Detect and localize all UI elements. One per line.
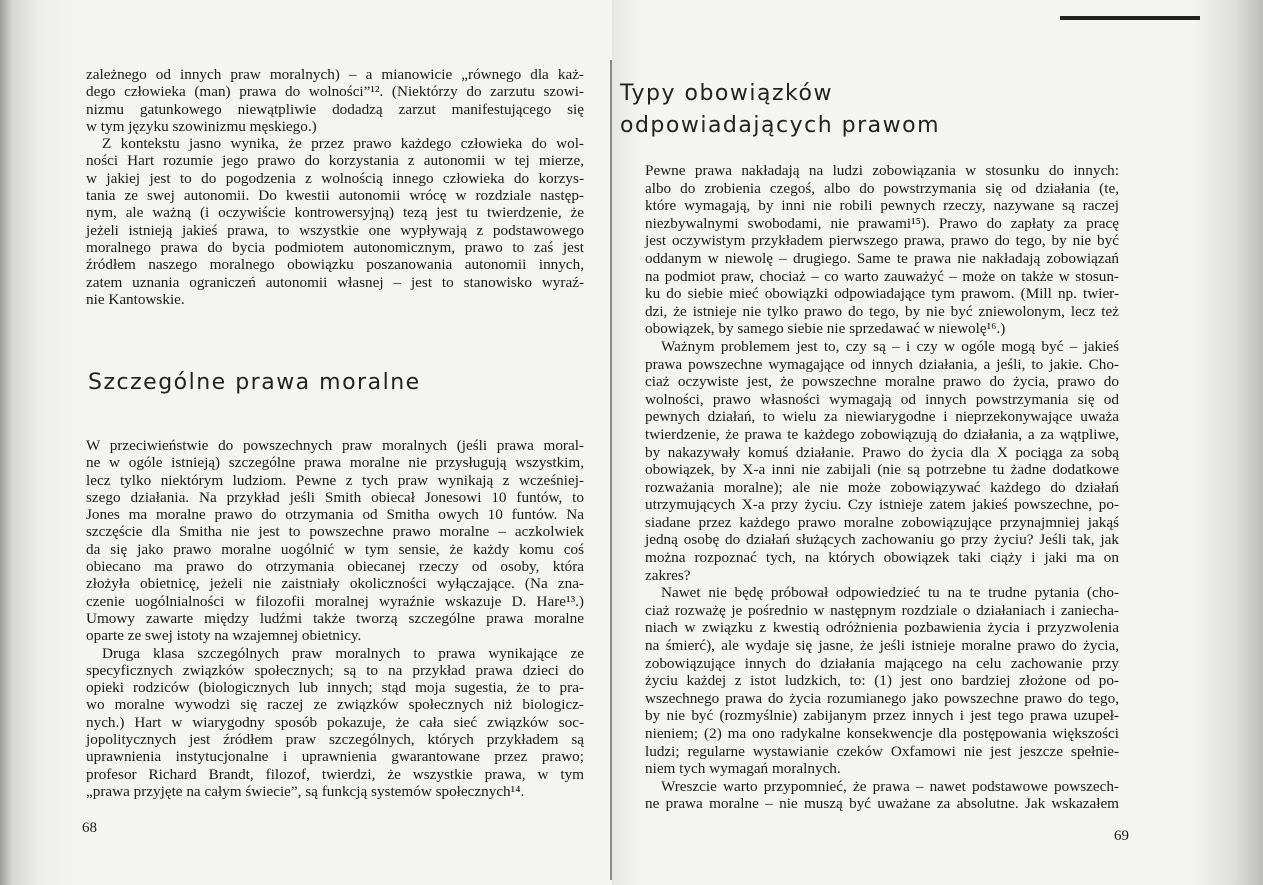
text-line: szczęście dla Smitha nie jest to powszechne prawo moralne – aczkolwiek <box>86 523 584 541</box>
text-line: szego działania. Na przykład jeśli Smith obiecał Jonesowi 10 funtów, to <box>86 488 584 506</box>
left-body-text-top <box>86 66 584 308</box>
text-line: zależnego od innych praw moralnych) – a mianowicie „równego dla każ- <box>86 66 584 83</box>
text-line: Umowy zawarte między ludźmi także tworzą szczególne prawa moralne <box>86 609 584 627</box>
text-line: w tym języku szowinizmu męskiego.) <box>86 117 317 135</box>
text-line: które wymagają, by inni nie robili pewnych rzeczy, nazywane są raczej <box>645 197 1119 215</box>
section-heading: Szczególne prawa moralne <box>88 370 421 395</box>
text-line: oparte ze swej istoty na wzajemnej obietnicy. <box>86 627 362 645</box>
text-line: niem tych wymagań moralnych. <box>645 760 841 778</box>
text-line: Pewne prawa nakładają na ludzi zobowiązania w stosunku do innych: <box>645 162 1119 179</box>
text-line: oddanym w niewolę – drugiego. Same te prawa nie nakładają zobowiązań <box>645 249 1119 267</box>
text-line: da się jako prawo moralne uogólnić w tym sensie, że każdy komu coś <box>86 540 584 558</box>
text-line: Druga klasa szczególnych praw moralnych to prawa wynikające ze <box>102 644 584 662</box>
text-line: zobowiązujące innych do działania mającego na celu zachowanie przy <box>645 654 1119 672</box>
text-line: złożyła obietnicę, jeżeli nie zaistniały okoliczności wyłączające. (Na zna- <box>86 575 584 593</box>
text-line: niach w związku z kwestią odróżnienia pozbawienia życia i przyzwolenia <box>645 619 1119 637</box>
text-line: by nakazywały komuś działanie. Prawo do życia dla X pociąga za sobą <box>645 443 1119 461</box>
text-line: wolności, prawo własności wymagają od innych powstrzymania się od <box>645 390 1119 408</box>
text-line: uprawnienia instytucjonalne i uprawnienia gwarantowane przez prawo; <box>86 748 584 766</box>
text-line: niezbywalnymi swobodami, nie prawami¹⁵). Prawo do zapłaty za pracę <box>645 214 1119 232</box>
text-line: Z kontekstu jasno wynika, że przez prawo każdego człowieka do wol- <box>102 135 584 153</box>
text-line: w jakiej jest to do pogodzenia z wolnością innego człowieka do korzys- <box>86 169 584 187</box>
text-line: można rozpoznać tych, na których obowiązek taki ciąży i jaki ma on <box>645 549 1119 567</box>
text-line: Wreszcie warto przypomnieć, że prawa – nawet podstawowe powszech- <box>661 777 1119 795</box>
text-line: wo moralne wywodzi się raczej ze związków społecznych niż biologicz- <box>86 696 584 714</box>
text-line: obowiązek, by X-a inni nie zabijali (nie są potrzebne tu żadne dodatkowe <box>645 461 1119 479</box>
text-line: nie Kantowskie. <box>86 290 185 308</box>
text-line: nieniem; (2) ma ono radykalne konsekwencje dla postępowania większości <box>645 725 1119 742</box>
text-line: rozważania moralne); ale nie może zobowiązywać każdego do działań <box>645 478 1119 496</box>
text-line: profesor Richard Brandt, filozof, twierdzi, że wszystkie prawa, w tym <box>86 765 584 783</box>
text-line: nych.) Hart w wiarygodny sposób pokazuje, że cała sieć związków soc- <box>86 713 584 731</box>
text-line: moralnego prawa do bycia podmiotem autonomicznym, prawo to zaś jest <box>86 238 584 256</box>
text-line: pewnych działań, to wielu za niewiarygodne i nieprzekonywające uważa <box>645 408 1119 426</box>
text-line: Jones ma moralne prawo do otrzymania od Smitha owych 10 funtów. Na <box>86 506 584 524</box>
text-line: tania ze swej autonomii. Do kwestii autonomii wrócę w rozdziale następ- <box>86 187 584 205</box>
text-line: na podmiot praw, chociaż – co warto zauważyć – może on także w stosun- <box>645 267 1119 285</box>
text-line: źródłem naszego moralnego obowiązku poszanowania autonomii innych, <box>86 256 584 274</box>
page-gutter <box>610 60 612 880</box>
text-line: obowiązek, by samego siebie nie sprzedawać w niewolę¹⁶.) <box>645 320 1006 338</box>
text-line: siadane przez każdego prawo moralne zobowiązujące przynajmniej jakąś <box>645 513 1119 531</box>
heading-line-2: odpowiadających prawom <box>620 113 940 138</box>
text-line: utrzymujących X-a przy życiu. Czy istnieje zatem jakieś powszechne, po- <box>645 496 1119 514</box>
text-line: na śmierć), ale wydaje się jasne, że jeśli istnieje moralne prawo do życia, <box>645 637 1119 655</box>
text-line: ludzi; regularne wystawianie czeków Oxfamowi nie jest jeszcze spełnie- <box>645 742 1119 760</box>
text-line: zatem uznania ograniczeń autonomii własnej – jest to stanowisko wyraź- <box>86 273 584 291</box>
text-line: albo do zrobienia czegoś, albo do powstrzymania się od działania (te, <box>645 179 1119 197</box>
right-body-text <box>645 162 1119 813</box>
text-line: ności Hart rozumie jego prawo do korzystania z autonomii w tej mierze, <box>86 152 584 170</box>
text-line: opieki rodziców (biologicznych lub innych; stąd moja sugestia, że to pra- <box>86 679 584 697</box>
text-line: czenie uogólnialności w filozofii moralnej wyraźnie wskazuje D. Hare¹³.) <box>86 592 584 610</box>
left-body-text-bottom <box>86 437 584 800</box>
text-line: ciaż oczywiste jest, że powszechne moralne prawo do życia, prawo do <box>645 373 1119 391</box>
text-line: ne w ogóle istnieją) szczególne prawa moralne nie przysługują wszystkim, <box>86 454 584 472</box>
text-line: wszechnego prawa do życia rozumianego jako powszechne prawo do tego, <box>645 689 1119 707</box>
text-line: obiecano ma prawo do otrzymania obiecanej rzeczy od osoby, która <box>86 558 584 576</box>
text-line: lecz tylko niektórym ludziom. Pewne z tych praw wynikają z wcześniej- <box>86 471 584 489</box>
text-line: „prawa przyjęte na całym świecie”, są funkcją systemów społecznych¹⁴. <box>86 782 525 800</box>
text-line: twierdzenie, że prawa te każdego zobowiązują do działania, a za wątpliwe, <box>645 425 1119 443</box>
section-heading-right <box>620 78 940 142</box>
text-line: W przeciwieństwie do powszechnych praw moralnych (jeśli prawa moral- <box>86 437 584 454</box>
scan-edge-mark <box>1060 16 1200 20</box>
text-line: by nie być (rozmyślnie) zabijanym przez innych i jest tego prawa uzupeł- <box>645 707 1119 725</box>
text-line: prawa powszechne wymagające od innych działania, a jeśli, to jakie. Cho- <box>645 355 1119 373</box>
text-line: jopolitycznych jest źródłem praw szczególnych, których przykładem są <box>86 731 584 749</box>
text-line: jeżeli istnieją jakieś prawa, to wszystkie one wypływają z podstawowego <box>86 221 584 239</box>
heading-line-1: Typy obowiązków <box>620 81 833 106</box>
text-line: Ważnym problemem jest to, czy są – i czy w ogóle mogą być – jakieś <box>661 337 1119 355</box>
text-line: nizmu gatunkowego niewątpliwie dodadzą zarzut manifestującego się <box>86 100 584 118</box>
text-line: ku do siebie mieć obowiązki odpowiadające tym prawom. (Mill np. twier- <box>645 285 1119 303</box>
text-line: jest oczywistym przykładem pierwszego prawa, prawo do tego, by nie być <box>645 232 1119 250</box>
text-line: ne prawa moralne – nie muszą być uważane za absolutne. Jak wskazałem <box>645 795 1119 813</box>
text-line: nym, ale ważną (i oczywiście kontrowersyjną) tezą jest tu twierdzenie, że <box>86 204 584 222</box>
page-number-left: 68 <box>82 820 97 836</box>
text-line: życiu każdej z istot ludzkich, to: (1) jest ono bardziej złożone od po- <box>645 672 1119 690</box>
text-line: specyficznych związków społecznych; są to na przykład prawa dzieci do <box>86 661 584 679</box>
page-number-right: 69 <box>1114 828 1129 844</box>
text-line: zakres? <box>645 566 691 584</box>
text-line: ciaż rozważę je pośrednio w następnym rozdziale o działaniach i zaniecha- <box>645 601 1119 619</box>
text-line: dzi, że istnieje nie tylko prawo do tego, by nie być zniewolonym, lecz też <box>645 302 1119 320</box>
text-line: dego człowieka (man) prawa do wolności”¹². (Niektórzy do zarzutu szowi- <box>86 83 584 101</box>
text-line: Nawet nie będę próbował odpowiedzieć tu na te trudne pytania (cho- <box>661 584 1119 602</box>
text-line: jedną osobę do działań służących zachowaniu go przy życiu? Jeśli tak, jak <box>645 531 1119 549</box>
